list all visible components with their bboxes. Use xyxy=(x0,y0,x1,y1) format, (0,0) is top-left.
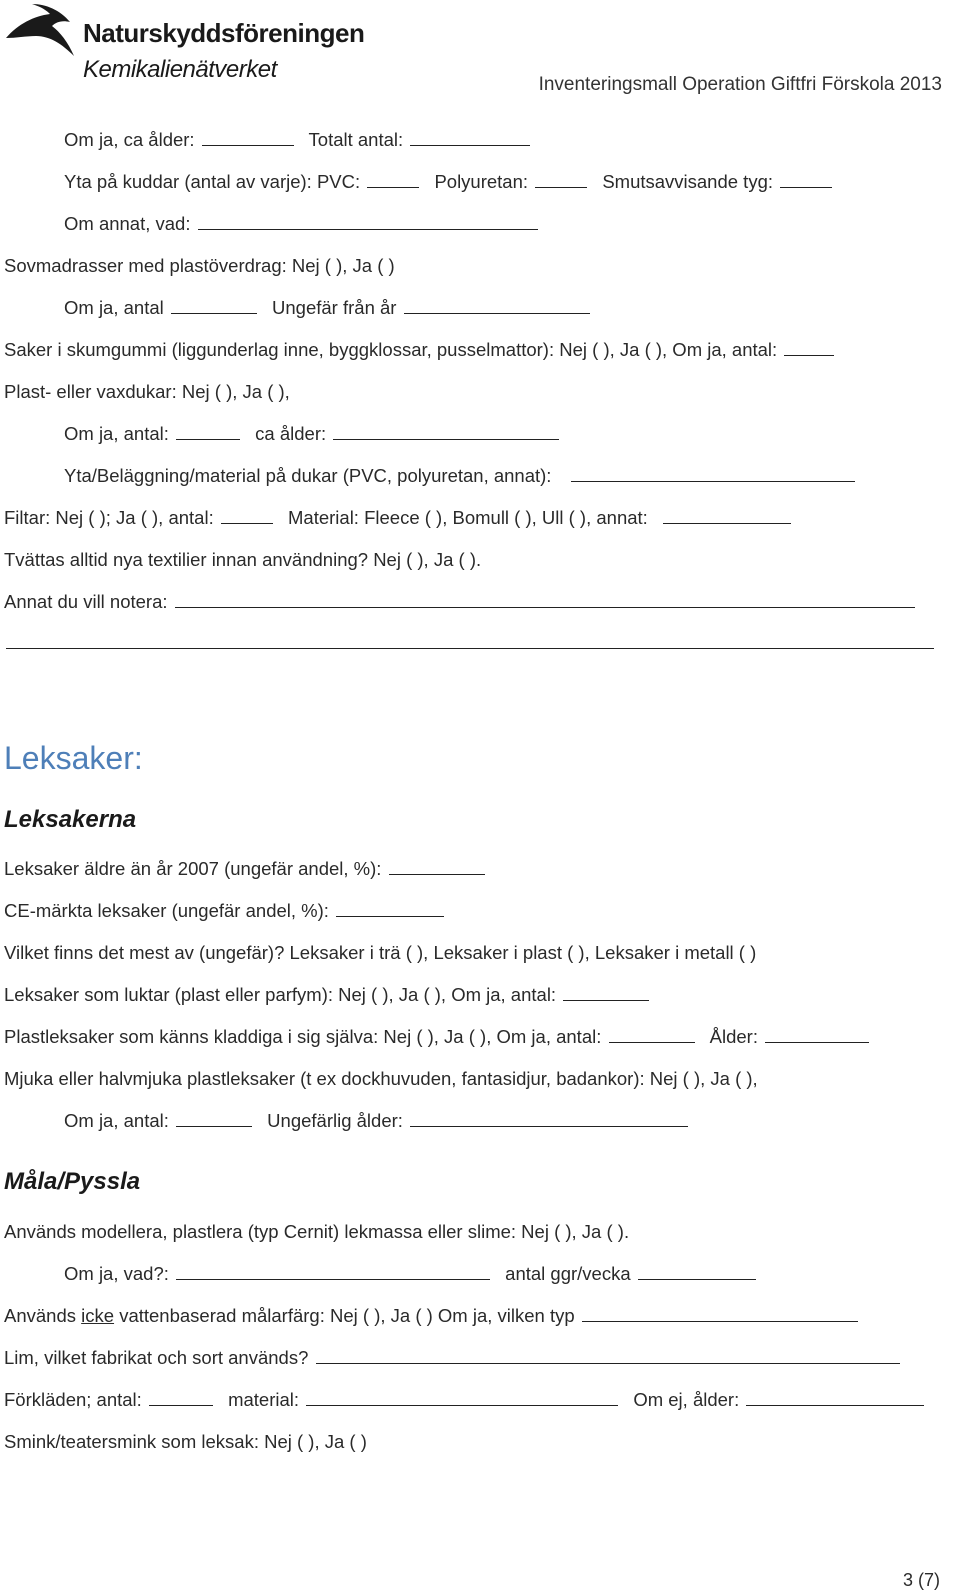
toys-line-sticky xyxy=(4,1024,871,1050)
notes-extra-line[interactable] xyxy=(6,648,934,649)
org-name: Naturskyddsföreningen xyxy=(83,18,365,48)
label-notes: Annat du vill notera: xyxy=(4,591,168,612)
label-tablecloth: Plast- eller vaxdukar: Nej ( ), Ja ( ), xyxy=(4,381,290,402)
polyurethane-blank[interactable] xyxy=(535,169,587,188)
subheading-toys: Leksakerna xyxy=(4,806,137,833)
tablecloth-count-blank[interactable] xyxy=(176,421,240,440)
form-line-blankets xyxy=(4,505,793,531)
page-header xyxy=(0,0,960,100)
toys-ce-blank[interactable] xyxy=(336,898,444,917)
foam-count-blank[interactable] xyxy=(784,337,834,356)
label-other-what: Om annat, vad: xyxy=(64,213,191,234)
page-number: 3 (7) xyxy=(902,1570,940,1590)
label-what: Om ja, vad?: xyxy=(64,1263,169,1284)
count-blank[interactable] xyxy=(171,295,257,314)
toys-line-material xyxy=(4,940,756,966)
craft-line-makeup xyxy=(4,1429,367,1455)
label-wash: Tvättas alltid nya textilier innan användning? Nej ( ), Ja ( ). xyxy=(4,549,482,570)
apron-material-blank[interactable] xyxy=(306,1387,618,1406)
apron-age-blank[interactable] xyxy=(746,1387,924,1406)
label-glue: Lim, vilket fabrikat och sort används? xyxy=(4,1347,309,1368)
form-line-mattress-count xyxy=(64,295,592,321)
form-line-wash xyxy=(4,547,481,573)
toys-sticky-age-blank[interactable] xyxy=(765,1024,869,1043)
label-material: material: xyxy=(228,1389,300,1410)
form-line-cushion-surface xyxy=(64,169,834,195)
org-subtitle: Kemikalienätverket xyxy=(83,56,277,83)
from-year-blank[interactable] xyxy=(404,295,590,314)
toys-line-soft-count xyxy=(64,1108,690,1134)
toys-soft-count-blank[interactable] xyxy=(176,1108,252,1127)
document-title: Inventeringsmall Operation Giftfri Förskola 2013 xyxy=(538,74,942,95)
craft-line-clay xyxy=(4,1219,629,1245)
tablecloth-age-blank[interactable] xyxy=(333,421,559,440)
craft-line-apron xyxy=(4,1387,926,1413)
label-age: ca ålder: xyxy=(255,423,327,444)
label-not-underlined: icke xyxy=(81,1305,115,1326)
label-count: Om ja, antal: xyxy=(64,1110,169,1131)
label-approx-age: Ungefärlig ålder: xyxy=(267,1110,403,1131)
notes-blank[interactable] xyxy=(175,589,915,608)
form-line-tablecloth xyxy=(4,379,290,405)
glue-blank[interactable] xyxy=(316,1345,900,1364)
label-cushion-pvc: Yta på kuddar (antal av varje): PVC: xyxy=(64,171,361,192)
label-polyurethane: Polyuretan: xyxy=(434,171,529,192)
form-line-age-total xyxy=(64,127,532,153)
age-blank[interactable] xyxy=(202,127,294,146)
label-toys-older: Leksaker äldre än år 2007 (ungefär andel, %): xyxy=(4,858,382,879)
label-total: Totalt antal: xyxy=(308,129,404,150)
toys-line-smell xyxy=(4,982,651,1008)
label-blanket-material: Material: Fleece ( ), Bomull ( ), Ull ( ), annat: xyxy=(288,507,648,528)
form-line-foam xyxy=(4,337,836,363)
toys-soft-age-blank[interactable] xyxy=(410,1108,688,1127)
pvc-blank[interactable] xyxy=(367,169,419,188)
blanket-other-blank[interactable] xyxy=(663,505,791,524)
label-toys-sticky: Plastleksaker som känns kladdiga i sig själva: Nej ( ), Ja ( ), Om ja, antal: xyxy=(4,1026,602,1047)
label-mattress: Sovmadrasser med plastöverdrag: Nej ( ), Ja ( ) xyxy=(4,255,395,276)
label-toys-ce: CE-märkta leksaker (ungefär andel, %): xyxy=(4,900,329,921)
label-age: Om ja, ca ålder: xyxy=(64,129,195,150)
craft-line-clay-what xyxy=(64,1261,758,1287)
tablecloth-material-blank[interactable] xyxy=(571,463,855,482)
toys-older-blank[interactable] xyxy=(389,856,485,875)
form-line-mattress xyxy=(4,253,395,279)
label-age: Om ej, ålder: xyxy=(633,1389,740,1410)
label-paint: vattenbaserad målarfärg: Nej ( ), Ja ( ) Om ja, vilken typ xyxy=(119,1305,575,1326)
toys-line-older xyxy=(4,856,487,882)
label-count: Om ja, antal xyxy=(64,297,164,318)
dirt-repellent-blank[interactable] xyxy=(780,169,832,188)
label-blankets: Filtar: Nej ( ); Ja ( ), antal: xyxy=(4,507,214,528)
label-count: Om ja, antal: xyxy=(64,423,169,444)
section-heading-toys: Leksaker: xyxy=(4,740,143,776)
craft-line-paint xyxy=(4,1303,860,1329)
label-toys-material: Vilket finns det mest av (ungefär)? Leksaker i trä ( ), Leksaker i plast ( ), Leksaker i metall ( ) xyxy=(4,942,757,963)
form-line-other-what xyxy=(64,211,540,237)
toys-sticky-count-blank[interactable] xyxy=(609,1024,695,1043)
label-apron-count: Förkläden; antal: xyxy=(4,1389,142,1410)
subheading-paint-craft: Måla/Pyssla xyxy=(4,1168,141,1195)
bird-logo-icon xyxy=(4,2,76,60)
label-toys-smell: Leksaker som luktar (plast eller parfym): Nej ( ), Ja ( ), Om ja, antal: xyxy=(4,984,557,1005)
apron-count-blank[interactable] xyxy=(149,1387,213,1406)
form-line-tablecloth-material xyxy=(64,463,857,489)
label-clay: Används modellera, plastlera (typ Cernit) lekmassa eller slime: Nej ( ), Ja ( ). xyxy=(4,1221,630,1242)
label-age: Ålder: xyxy=(709,1026,758,1047)
label-from-year: Ungefär från år xyxy=(272,297,397,318)
label-used: Används xyxy=(4,1305,76,1326)
paint-type-blank[interactable] xyxy=(582,1303,858,1322)
craft-line-glue xyxy=(4,1345,902,1371)
label-times-per-week: antal ggr/vecka xyxy=(505,1263,631,1284)
form-line-tablecloth-count xyxy=(64,421,561,447)
toys-line-soft xyxy=(4,1066,758,1092)
toys-line-ce xyxy=(4,898,446,924)
total-blank[interactable] xyxy=(410,127,530,146)
clay-what-blank[interactable] xyxy=(176,1261,490,1280)
label-toys-soft: Mjuka eller halvmjuka plastleksaker (t ex dockhuvuden, fantasidjur, badankor): Nej ( ), Ja ( ), xyxy=(4,1068,758,1089)
form-line-notes xyxy=(4,589,917,615)
blankets-count-blank[interactable] xyxy=(221,505,273,524)
label-makeup: Smink/teatersmink som leksak: Nej ( ), Ja ( ) xyxy=(4,1431,367,1452)
times-per-week-blank[interactable] xyxy=(638,1261,756,1280)
label-tablecloth-material: Yta/Beläggning/material på dukar (PVC, polyuretan, annat): xyxy=(64,465,552,486)
label-foam: Saker i skumgummi (liggunderlag inne, byggklossar, pusselmattor): Nej ( ), Ja ( ), Om ja, antal: xyxy=(4,339,778,360)
other-what-blank[interactable] xyxy=(198,211,538,230)
label-dirt-repellent: Smutsavvisande tyg: xyxy=(602,171,774,192)
toys-smell-blank[interactable] xyxy=(563,982,649,1001)
